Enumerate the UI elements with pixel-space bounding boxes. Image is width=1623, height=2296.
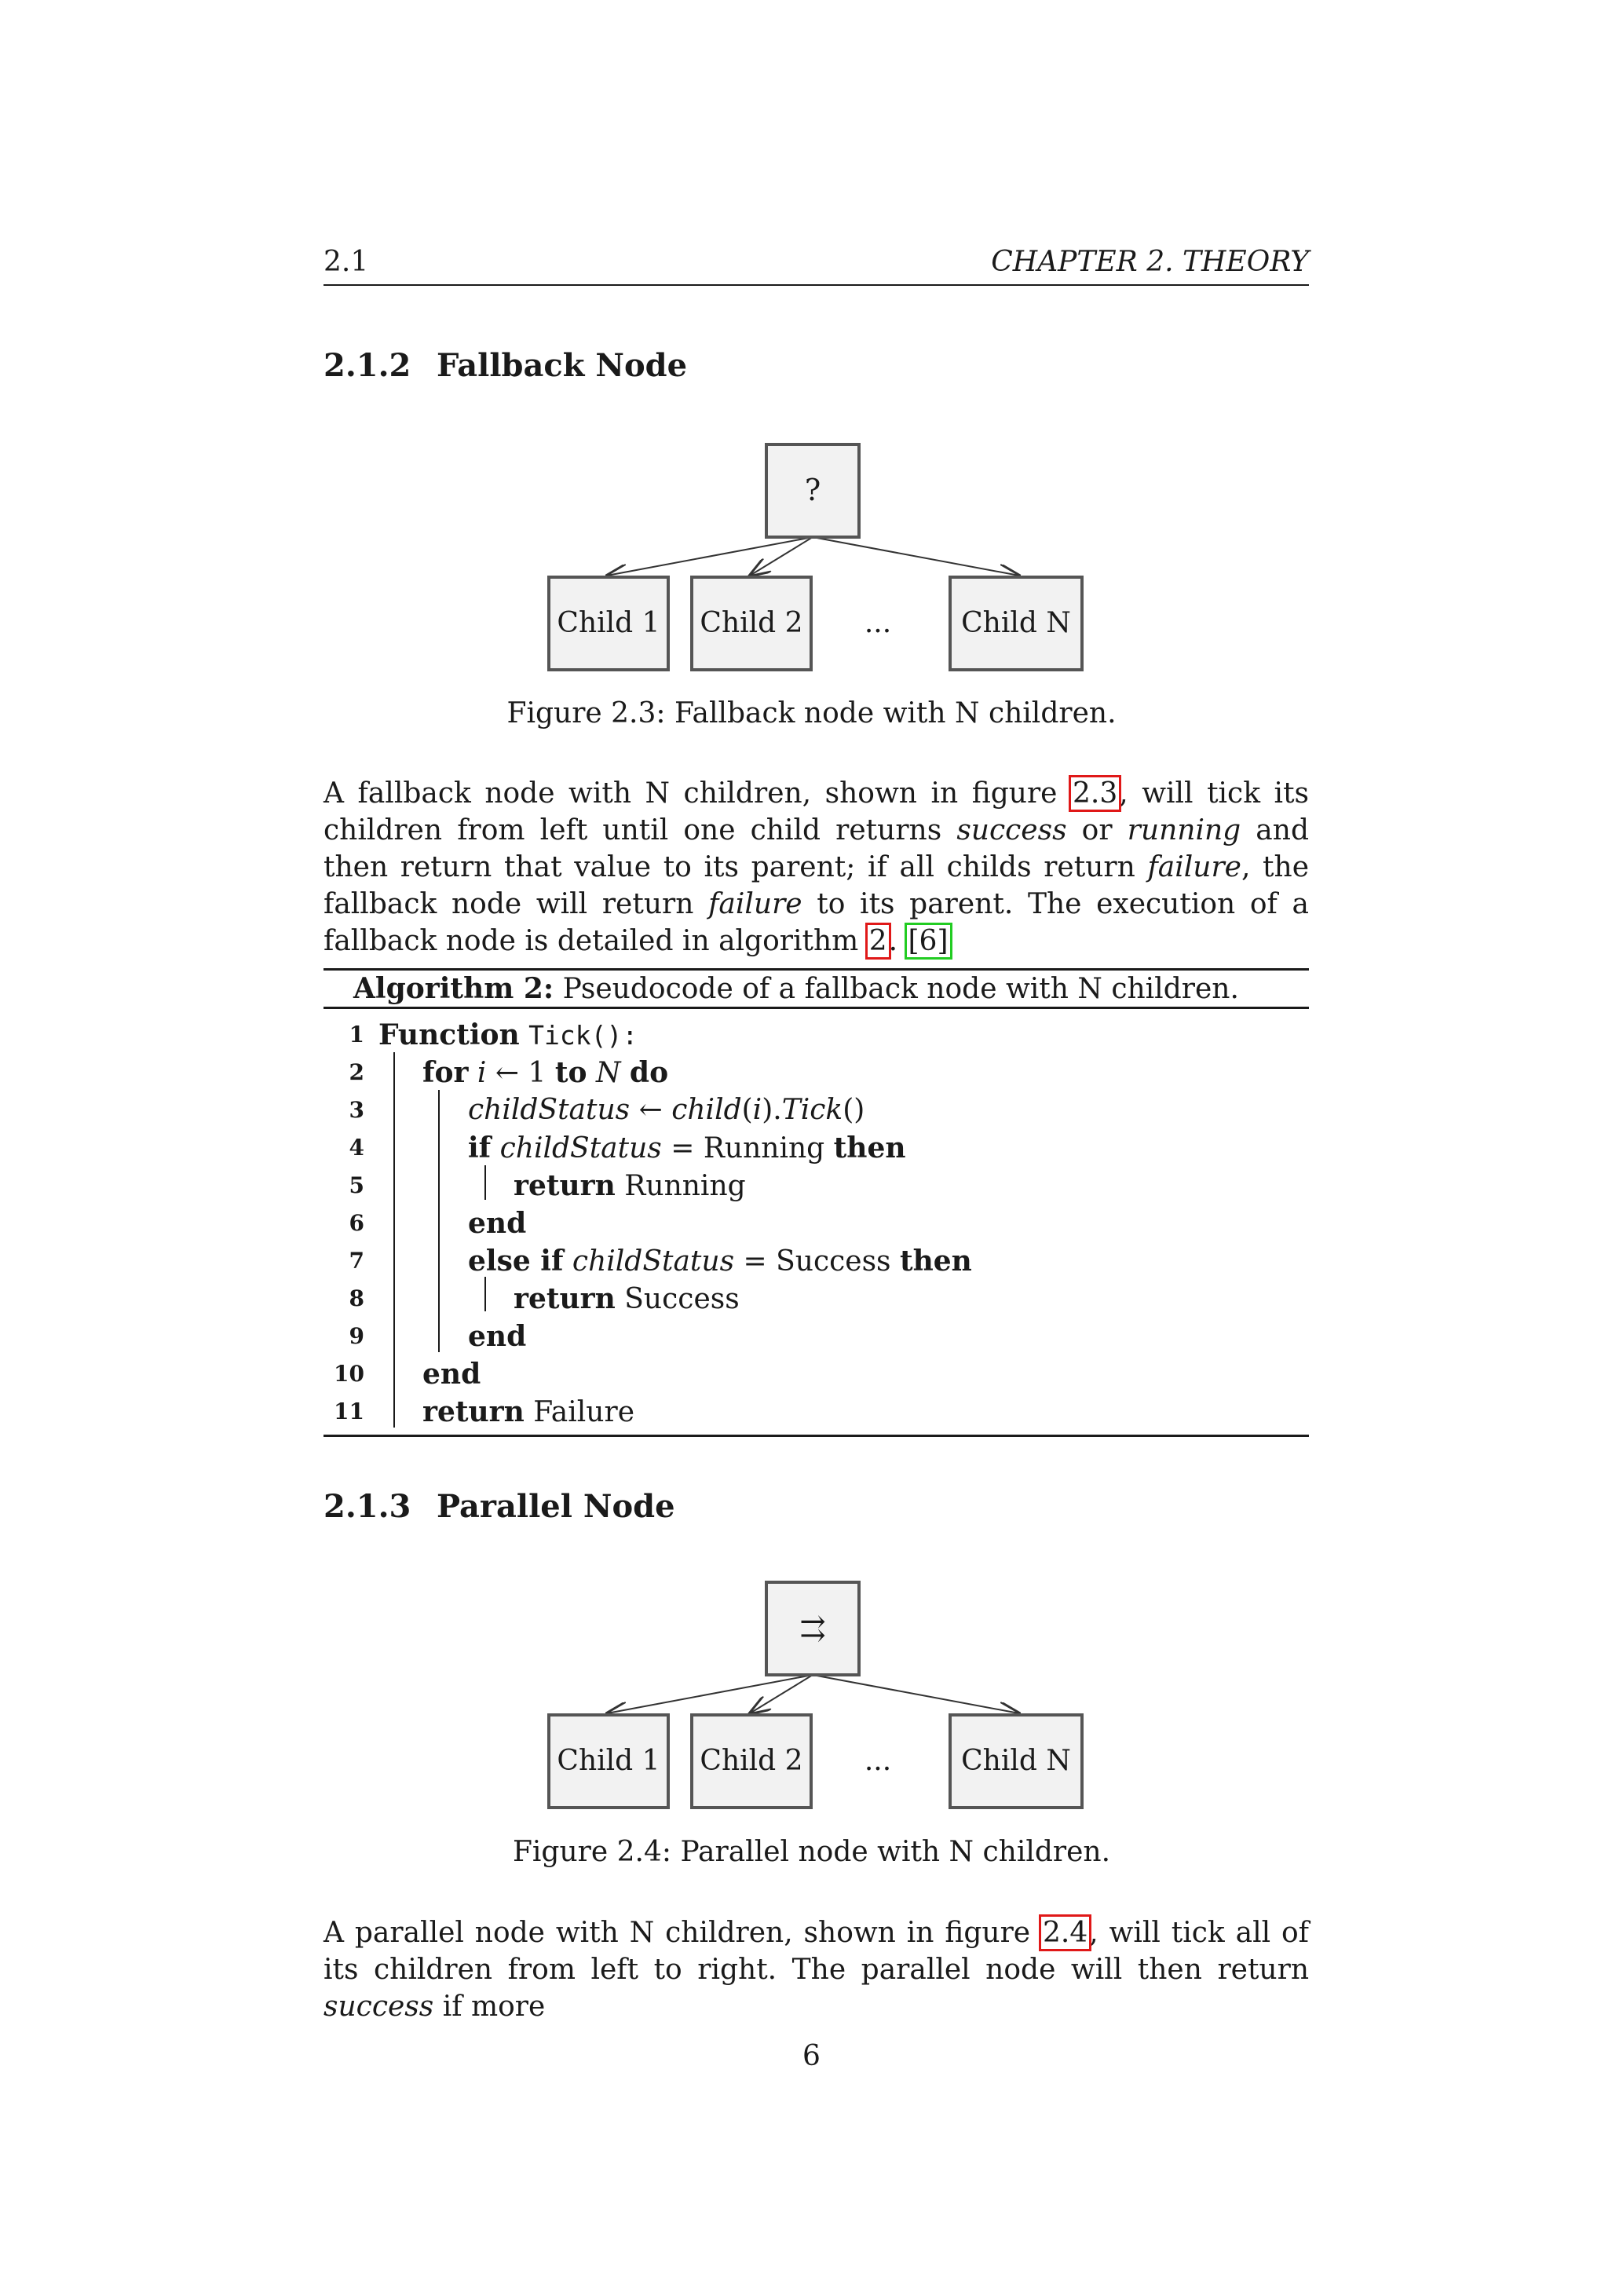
line-number: 3 xyxy=(349,1097,364,1123)
math: childStatus xyxy=(499,1132,662,1164)
section-number: 2.1.2 xyxy=(324,347,411,384)
text-run: , will tick its children from left until one child returns xyxy=(324,777,1310,846)
function-name: Tick(): xyxy=(528,1020,638,1051)
text-run: or xyxy=(1066,814,1128,846)
algorithm-line-1 xyxy=(324,1016,1309,1054)
algorithm-line-5: 5 return Running xyxy=(324,1167,1309,1205)
keyword: then xyxy=(899,1245,972,1278)
figure-caption-2-4: Figure 2.4: Parallel node with N children. xyxy=(512,1836,1111,1868)
math: i xyxy=(477,1057,487,1089)
algorithm-caption-text: Pseudocode of a fallback node with N children. xyxy=(554,973,1239,1005)
text-run: if more xyxy=(433,1991,546,2023)
math: Tick xyxy=(781,1094,843,1126)
algorithm-bottom-rule xyxy=(324,1435,1309,1437)
section-number: 2.1.3 xyxy=(324,1488,411,1525)
child-node-n-label: Child N xyxy=(961,607,1071,639)
keyword: return xyxy=(514,1169,616,1202)
keyword: return xyxy=(514,1282,616,1315)
text-run: A fallback node with N children, shown in figure xyxy=(324,777,1071,810)
math: childStatus xyxy=(572,1245,735,1278)
child-node-2-label: Child 2 xyxy=(700,1745,803,1777)
text-italic: failure xyxy=(1147,851,1241,883)
text-run: and then return that value to its parent; if all childs return xyxy=(324,814,1309,883)
algorithm-line-6 xyxy=(324,1205,1309,1242)
math: i xyxy=(752,1094,762,1126)
line-number: 6 xyxy=(349,1210,364,1236)
line-number: 2 xyxy=(349,1059,364,1085)
figure-parallel-tree xyxy=(0,1531,1623,1830)
math: N xyxy=(595,1057,621,1089)
line-number: 7 xyxy=(349,1248,364,1274)
text-italic: success xyxy=(324,1991,434,2023)
section-title-text: Fallback Node xyxy=(437,347,688,384)
algorithm-line-11: 11 return Failure xyxy=(324,1393,1309,1431)
child-node-1-label: Child 1 xyxy=(557,1745,660,1777)
edge-root-childn xyxy=(813,1675,1019,1713)
text-run: , the fallback node will return xyxy=(324,851,1310,920)
figure-ref-link[interactable]: 2.3 xyxy=(1072,777,1118,810)
text-italic: success xyxy=(956,814,1067,846)
keyword: end xyxy=(468,1320,527,1353)
keyword: to xyxy=(554,1056,587,1089)
keyword: return xyxy=(422,1395,525,1428)
citation-link[interactable]: [6] xyxy=(908,925,949,957)
keyword: do xyxy=(629,1056,669,1089)
keyword: else if xyxy=(468,1245,564,1278)
section-heading-parallel xyxy=(324,1488,675,1525)
figure-caption-2-3: Figure 2.3: Fallback node with N children. xyxy=(506,697,1117,729)
keyword: end xyxy=(468,1207,527,1240)
math: child xyxy=(671,1094,742,1126)
line-number: 1 xyxy=(349,1022,364,1047)
line-number: 4 xyxy=(349,1135,364,1161)
fallback-root-symbol: ? xyxy=(804,473,821,507)
child-node-n-label: Child N xyxy=(961,1745,1071,1777)
edge-root-childn xyxy=(813,537,1019,576)
paragraph-fallback xyxy=(324,775,1309,960)
text-run: A parallel node with N children, shown in figure xyxy=(324,1917,1041,1949)
algorithm-line-10 xyxy=(324,1355,1309,1393)
algorithm-ref-link[interactable]: 2 xyxy=(868,925,887,957)
text-run: . xyxy=(888,925,907,957)
text-run: to its parent. The execution of a fallback node is detailed in algorithm xyxy=(324,888,1309,957)
algorithm-line-8: 8 return Success xyxy=(324,1280,1309,1318)
algorithm-line-4: 4 if childStatus = Running then xyxy=(324,1129,1309,1167)
text-italic: running xyxy=(1127,814,1241,846)
keyword-function: Function xyxy=(378,1018,520,1051)
line-number: 8 xyxy=(349,1285,364,1311)
section-title-text: Parallel Node xyxy=(437,1488,675,1525)
algorithm-line-3: 3 childStatus ← child(i).Tick() xyxy=(324,1091,1309,1129)
line-number: 10 xyxy=(334,1361,364,1387)
algorithm-top-rule xyxy=(324,968,1309,971)
text-italic: failure xyxy=(708,888,802,920)
algorithm-line-9 xyxy=(324,1318,1309,1355)
parallel-root-symbol-icon: ⇉ xyxy=(799,1610,826,1647)
algorithm-line-2: 2 for i ← 1 to N do xyxy=(324,1054,1309,1091)
page-number: 6 xyxy=(802,2040,821,2072)
line-number: 5 xyxy=(349,1172,364,1198)
text-run: , will tick all of its children from left to right. The parallel node will then return xyxy=(324,1917,1309,1986)
algorithm-line-7: 7 else if childStatus = Success then xyxy=(324,1242,1309,1280)
keyword: for xyxy=(422,1056,469,1089)
algorithm-mid-rule xyxy=(324,1007,1309,1009)
figure-fallback-tree xyxy=(0,0,1623,707)
algorithm-label: Algorithm 2: xyxy=(353,972,554,1005)
children-ellipsis: ... xyxy=(864,607,892,639)
child-node-2-label: Child 2 xyxy=(700,607,803,639)
keyword: end xyxy=(422,1358,481,1391)
math: childStatus xyxy=(468,1094,631,1126)
algorithm-caption xyxy=(353,972,1239,1005)
child-node-1-label: Child 1 xyxy=(557,607,660,639)
running-header-chapter: CHAPTER 2. THEORY xyxy=(991,246,1309,278)
line-number: 9 xyxy=(349,1323,364,1349)
line-number: 11 xyxy=(334,1398,364,1424)
keyword: if xyxy=(468,1132,492,1164)
paragraph-parallel xyxy=(324,1914,1309,2025)
running-header-section: 2.1 xyxy=(324,246,369,278)
children-ellipsis: ... xyxy=(864,1745,892,1777)
keyword: then xyxy=(833,1132,906,1164)
figure-ref-link[interactable]: 2.4 xyxy=(1042,1917,1088,1949)
